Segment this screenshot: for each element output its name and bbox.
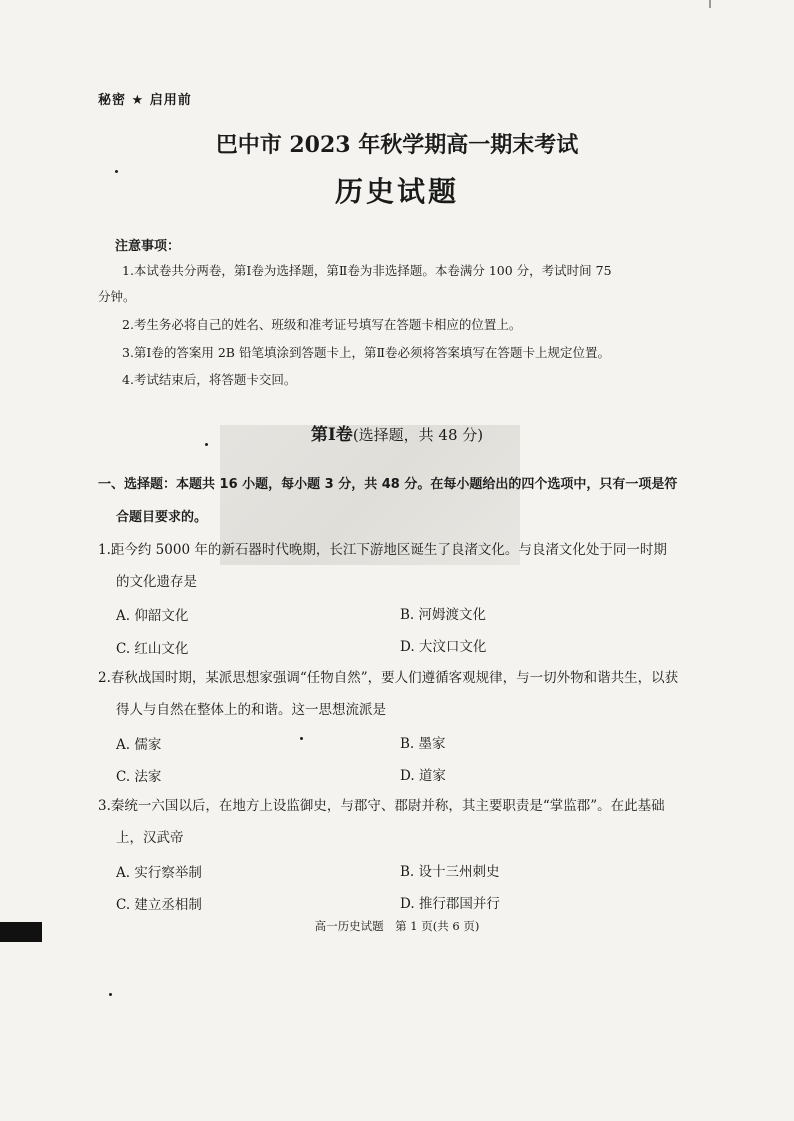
notice-item: 2.考生务必将自己的姓名、班级和准考证号填写在答题卡相应的位置上。 [122, 317, 522, 332]
section-title-main: 第Ⅰ卷 [310, 425, 353, 445]
notice-item: 3.第Ⅰ卷的答案用 2B 铅笔填涂到答题卡上，第Ⅱ卷必须将答案填写在答题卡上规定位置。 [122, 345, 610, 360]
question-1-stem-cont: 的文化遗存是 [116, 574, 197, 590]
mcq-instructions: 一、选择题：本题共 16 小题，每小题 3 分，共 48 分。在每小题给出的四个选项中，只有一项是符 [98, 477, 678, 492]
question-3-option-b: B. 设十三州刺史 [400, 864, 500, 880]
section-title-sub: (选择题，共 48 分) [352, 426, 484, 444]
question-1-option-c: C. 红山文化 [116, 641, 189, 657]
scan-edge-line [709, 0, 711, 8]
subject-title: 历史试题 [334, 175, 459, 208]
question-2-stem: 2.春秋战国时期，某派思想家强调“任物自然”，要人们遵循客观规律，与一切外物和谐共生，以获 [98, 670, 679, 686]
question-2-option-d: D. 道家 [400, 768, 446, 784]
page-footer: 高一历史试题 第 1 页(共 6 页) [314, 919, 480, 933]
question-2-option-c: C. 法家 [116, 769, 162, 785]
notice-item: 1.本试卷共分两卷，第Ⅰ卷为选择题，第Ⅱ卷为非选择题。本卷满分 100 分，考试时间 75 [122, 263, 612, 278]
notice-heading: 注意事项： [115, 239, 181, 254]
exam-title: 巴中市 2023 年秋学期高一期末考试 [215, 132, 579, 158]
notice-item: 4.考试结束后，将答题卡交回。 [122, 372, 297, 387]
secret-label: 秘密 ★ 启用前 [98, 93, 192, 108]
question-1-option-a: A. 仰韶文化 [116, 608, 189, 624]
section-title [0, 420, 794, 445]
mcq-instructions-cont: 合题目要求的。 [116, 510, 208, 525]
question-3-stem-cont: 上，汉武帝 [116, 830, 184, 846]
question-2-option-a: A. 儒家 [116, 737, 162, 753]
speck [109, 993, 112, 996]
question-2-option-b: B. 墨家 [400, 736, 446, 752]
question-3-option-c: C. 建立丞相制 [116, 897, 202, 913]
question-1-option-b: B. 河姆渡文化 [400, 607, 487, 623]
question-3-option-a: A. 实行察举制 [116, 865, 202, 881]
speck [300, 737, 303, 740]
question-3-option-d: D. 推行郡国并行 [400, 896, 500, 912]
question-1-stem: 1.距今约 5000 年的新石器时代晚期，长江下游地区诞生了良渚文化。与良渚文化处于同一时期 [98, 542, 667, 558]
notice-item: 分钟。 [98, 289, 136, 304]
question-1-option-d: D. 大汶口文化 [400, 639, 487, 655]
question-2-stem-cont: 得人与自然在整体上的和谐。这一思想流派是 [116, 702, 386, 718]
question-3-stem: 3.秦统一六国以后，在地方上设监御史，与郡守、郡尉并称，其主要职责是“掌监郡”。在此基础 [98, 798, 665, 814]
